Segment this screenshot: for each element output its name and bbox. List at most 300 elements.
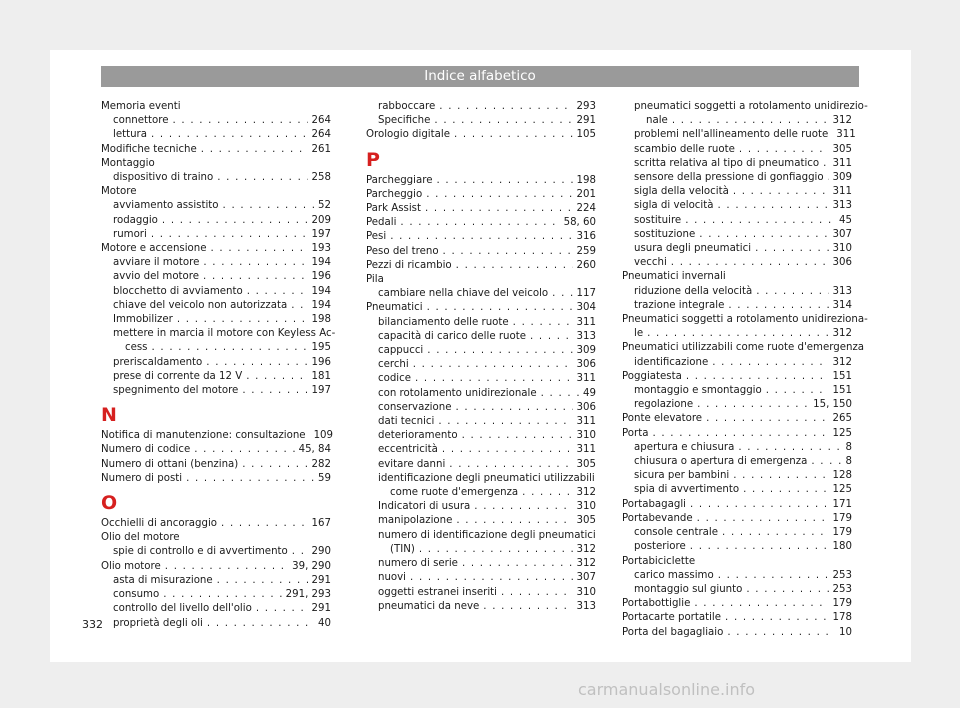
index-entry [366,387,596,401]
index-entry [622,597,852,611]
index-entry [101,429,334,443]
entry-page: 151 [832,385,852,397]
entry-page: 40 [318,617,331,629]
entry-term: Memoria eventi [101,101,181,112]
index-entry [366,586,596,600]
index-entry [101,545,331,559]
index-entry [622,228,852,242]
entry-page: 128 [832,470,852,482]
index-entry [622,540,852,554]
dot-leader [690,540,829,554]
entry-page: 151 [832,370,852,382]
entry-term: deterioramento [378,430,458,442]
entry-page: 316 [576,231,596,243]
entry-page: 167 [311,518,331,530]
index-entry [622,214,852,228]
dot-leader [690,498,829,512]
entry-term: rabboccare [378,101,436,112]
index-entry [366,259,596,273]
dot-leader [725,611,829,625]
dot-leader [541,387,579,401]
entry-page: 306 [576,359,596,371]
entry-term: sensore della pressione di gonfiaggio [634,172,824,184]
dot-leader [727,626,835,640]
dot-leader [699,228,828,242]
entry-term: consumo [113,589,160,601]
entry-term: come ruote d'emergenza [390,487,519,499]
index-column-1 [101,100,336,631]
index-entry [366,543,596,557]
index-entry [101,157,331,171]
index-entry [101,313,331,327]
dot-leader [434,114,572,128]
entry-page: 309 [832,172,852,184]
dot-leader [766,384,829,398]
entry-page: 125 [832,484,852,496]
dot-leader [483,600,572,614]
dot-leader [217,171,307,185]
dot-leader [756,285,828,299]
entry-term: nale [646,115,668,127]
entry-term: montaggio sul giunto [634,583,743,595]
index-entry [622,398,852,412]
entry-term: Pneumatici [366,302,423,314]
index-entry [101,341,331,355]
dot-leader [738,441,841,455]
dot-leader [823,157,828,171]
entry-page: 306 [832,257,852,269]
index-entry [622,285,852,299]
index-entry [366,372,596,386]
entry-term: asta di misurazione [113,574,213,586]
entry-page: 125 [832,427,852,439]
entry-term: dati tecnici [378,416,435,428]
index-entry [101,370,331,384]
entry-term: proprietà degli oli [113,617,203,629]
index-entry [101,574,331,588]
dot-leader [456,514,572,528]
dot-leader [436,174,572,188]
index-entry [366,514,596,528]
dot-leader [165,560,288,574]
entry-term: carico massimo [634,569,714,581]
dot-leader [413,358,573,372]
dot-leader [712,356,828,370]
entry-page: 10 [839,626,852,638]
entry-page: 8 [845,441,852,453]
entry-page: 305 [832,143,852,155]
entry-page: 52 [318,200,331,212]
entry-term: riduzione della velocità [634,285,753,297]
dot-leader [439,100,572,114]
index-entry [366,216,596,230]
entry-page: 291 [311,574,331,586]
index-entry [101,270,331,284]
index-entry [101,143,331,157]
entry-term: connettore [113,115,169,127]
index-entry [622,569,852,583]
entry-term: Immobilizer [113,314,173,326]
dot-leader [755,242,828,256]
index-entry [101,356,331,370]
entry-term: Occhielli di ancoraggio [101,518,218,530]
entry-term: Pneumatici invernali [622,271,726,283]
index-entry [101,199,331,213]
index-entry [622,526,852,540]
index-entry [622,555,852,569]
entry-term: Pezzi di ricambio [366,259,452,271]
entry-term: numero di identificazione degli pneumatici [378,529,596,541]
dot-leader [474,500,572,514]
entry-term: rodaggio [113,214,158,226]
entry-term: cerchi [378,359,409,371]
index-entry [622,128,856,142]
entry-page: 39, 290 [292,560,331,572]
dot-leader [162,214,308,228]
dot-leader [686,370,829,384]
index-entry [101,100,331,114]
entry-term: Indicatori di usura [378,501,471,513]
index-entry [101,128,331,142]
index-entry [101,228,331,242]
entry-term: spegnimento del motore [113,385,239,397]
index-entry [622,498,852,512]
entry-page: 45, 84 [298,444,331,456]
entry-term: avviamento assistito [113,200,219,212]
dot-leader [425,202,573,216]
entry-term: Pedali [366,217,397,229]
entry-term: bilanciamento delle ruote [378,316,509,328]
section-letter: N [101,404,117,427]
entry-page: 307 [832,228,852,240]
entry-page: 179 [832,527,852,539]
index-entry [622,185,852,199]
index-entry [101,114,331,128]
entry-term: Pneumatici utilizzabili come ruote d'emergenza [622,342,865,354]
entry-page: 309 [576,345,596,357]
entry-page: 282 [311,458,331,470]
entry-term: numero di serie [378,558,458,570]
index-entry [366,273,596,287]
dot-leader [811,455,841,469]
entry-page: 310 [576,501,596,513]
entry-term: eccentricità [378,444,438,456]
dot-leader [207,617,314,631]
entry-page: 312 [832,356,852,368]
entry-page: 291 [311,603,331,615]
section-letter: O [101,492,118,515]
dot-leader [247,285,308,299]
entry-term: nuovi [378,572,407,584]
entry-page: 258 [311,172,331,184]
entry-term: problemi nell'allineamento delle ruote [634,129,829,141]
dot-leader [733,185,829,199]
index-entry [366,316,596,330]
dot-leader [685,214,835,228]
index-entry [366,202,596,216]
index-entry [101,588,331,602]
entry-page: 311 [576,373,596,385]
entry-term: identificazione [634,356,709,368]
index-entry [622,327,852,341]
entry-page: 196 [311,356,331,368]
index-entry [366,128,596,142]
entry-page: 171 [832,498,852,510]
entry-term: sostituire [634,214,682,226]
entry-term: Notifica di manutenzione: consultazione [101,430,306,442]
dot-leader [242,458,307,472]
dot-leader [456,259,573,273]
entry-term: cambiare nella chiave del veicolo [378,288,549,300]
index-entry [101,242,331,256]
dot-leader [647,327,828,341]
entry-term: Motore e accensione [101,243,207,255]
section-letter: P [366,148,380,171]
entry-page: 290 [311,546,331,558]
entry-term: montaggio e smontaggio [634,385,762,397]
dot-leader [246,370,307,384]
entry-page: 307 [576,572,596,584]
index-entry [101,327,336,341]
entry-page: 261 [311,143,331,155]
index-entry [101,171,331,185]
dot-leader [291,299,307,313]
index-entry [622,370,852,384]
entry-term: sicura per bambini [634,470,730,482]
entry-page: 311 [832,157,852,169]
dot-leader [426,188,572,202]
entry-page: 195 [311,342,331,354]
dot-leader [242,384,307,398]
entry-term: apertura e chiusura [634,441,735,453]
entry-page: 312 [832,115,852,127]
index-entry [622,384,852,398]
entry-term: Specifiche [378,115,431,127]
dot-leader [217,574,308,588]
index-entry [366,301,596,315]
entry-page: 291 [576,115,596,127]
dot-leader [201,143,308,157]
entry-page: 310 [832,243,852,255]
entry-page: 59 [318,472,331,484]
index-column-3 [622,100,868,640]
index-entry [101,560,331,574]
entry-page: 313 [832,285,852,297]
dot-leader [292,545,308,559]
index-entry [622,157,852,171]
index-entry [622,313,868,327]
entry-term: trazione integrale [634,299,725,311]
index-entry [622,611,852,625]
entry-page: 314 [832,299,852,311]
index-entry [622,270,852,284]
dot-leader [163,588,281,602]
index-entry [366,557,596,571]
entry-term: avviare il motore [113,257,200,269]
index-entry [366,230,596,244]
entry-page: 305 [576,458,596,470]
dot-leader [151,341,307,355]
index-entry [366,472,596,486]
dot-leader [462,429,573,443]
index-entry [366,358,596,372]
entry-page: 311 [576,316,596,328]
index-entry [101,617,331,631]
entry-page: 198 [311,314,331,326]
entry-term: Olio motore [101,560,161,572]
index-entry [366,287,596,301]
index-entry [622,299,852,313]
entry-term: Porta del bagagliaio [622,626,724,638]
entry-page: 312 [576,487,596,499]
dot-leader [410,571,573,585]
entry-page: 265 [832,413,852,425]
entry-term: regolazione [634,399,694,411]
entry-page: 197 [311,385,331,397]
entry-term: sigla della velocità [634,186,729,198]
dot-leader [652,427,828,441]
index-entry [366,330,596,344]
index-entry [622,242,852,256]
index-entry [101,472,331,486]
dot-leader [743,483,828,497]
index-entry [366,174,596,188]
entry-page: 201 [576,188,596,200]
index-entry [622,412,852,426]
index-entry [366,429,596,443]
entry-page: 253 [832,583,852,595]
entry-term: evitare danni [378,458,446,470]
index-entry [622,171,852,185]
index-entry [366,344,596,358]
entry-term: spia di avvertimento [634,484,740,496]
entry-term: Porta [622,427,649,439]
entry-page: 117 [576,288,596,300]
dot-leader [442,443,573,457]
entry-page: 313 [576,330,596,342]
index-entry [366,486,596,500]
entry-page: 291, 293 [285,589,331,601]
entry-page: 304 [576,302,596,314]
dot-leader [443,245,573,259]
entry-term: dispositivo di traino [113,172,214,184]
entry-term: scambio delle ruote [634,143,735,155]
entry-term: Modifiche tecniche [101,143,197,155]
index-entry [622,583,852,597]
entry-page: 293 [576,101,596,112]
dot-leader [739,143,829,157]
index-entry [622,341,865,355]
entry-term: prese di corrente da 12 V [113,370,243,382]
dot-leader [438,415,572,429]
index-entry [366,571,596,585]
entry-term: blocchetto di avviamento [113,285,243,297]
index-column-2 [366,100,596,614]
entry-term: Parcheggiare [366,174,433,186]
entry-page: 312 [832,328,852,340]
entry-page: 194 [311,257,331,269]
entry-term: posteriore [634,541,686,553]
dot-leader [513,316,573,330]
index-entry [622,483,852,497]
index-entry [366,245,596,259]
entry-page: 312 [576,558,596,570]
entry-page: 306 [576,401,596,413]
index-entry [101,384,331,398]
entry-term: oggetti estranei inseriti [378,586,497,598]
entry-page: 313 [576,600,596,612]
dot-leader [462,557,573,571]
entry-term: pneumatici soggetti a rotolamento unidirezio- [634,101,868,112]
entry-term: Olio del motore [101,532,180,544]
index-entry [101,517,331,531]
dot-leader [390,230,572,244]
dot-leader [697,512,829,526]
entry-page: 181 [311,370,331,382]
entry-term: Portabevande [622,512,693,524]
entry-term: cappucci [378,345,424,357]
entry-page: 194 [311,299,331,311]
entry-page: 197 [311,228,331,240]
dot-leader [717,199,828,213]
entry-term: Portacarte portatile [622,612,722,624]
dot-leader [151,228,308,242]
dot-leader [552,287,572,301]
entry-term: Poggiatesta [622,370,682,382]
entry-term: Peso del treno [366,245,439,257]
entry-page: 311 [832,186,852,198]
entry-term: spie di controllo e di avvertimento [113,546,288,558]
entry-term: mettere in marcia il motore con Keyless Ac- [113,328,336,340]
entry-term: Portabagagli [622,498,686,510]
dot-leader [706,412,828,426]
entry-term: cess [125,342,148,354]
entry-page: 311 [836,129,856,141]
entry-term: controllo del livello dell'olio [113,603,252,615]
dot-leader [522,486,572,500]
dot-leader [223,199,314,213]
page-header: Indice alfabetico [101,66,859,87]
dot-leader [427,344,572,358]
entry-page: 105 [576,129,596,141]
index-entry [101,531,331,545]
index-entry [622,455,852,469]
dot-leader [718,569,829,583]
entry-term: vecchi [634,257,667,269]
entry-page: 8 [845,456,852,468]
index-entry [366,114,596,128]
entry-page: 58, 60 [563,217,596,229]
index-entry [622,256,852,270]
dot-leader [728,299,828,313]
dot-leader [256,602,308,616]
entry-page: 311 [576,416,596,428]
entry-term: conservazione [378,401,452,413]
index-entry [366,401,596,415]
entry-term: manipolazione [378,515,453,527]
index-entry [366,458,596,472]
entry-term: lettura [113,129,147,141]
entry-term: Ponte elevatore [622,413,703,425]
index-entry [366,443,596,457]
dot-leader [733,469,828,483]
entry-page: 260 [576,259,596,271]
entry-term: capacità di carico delle ruote [378,330,526,342]
index-entry [101,214,331,228]
entry-term: Numero di codice [101,444,191,456]
index-entry [101,443,331,457]
dot-leader [672,114,829,128]
